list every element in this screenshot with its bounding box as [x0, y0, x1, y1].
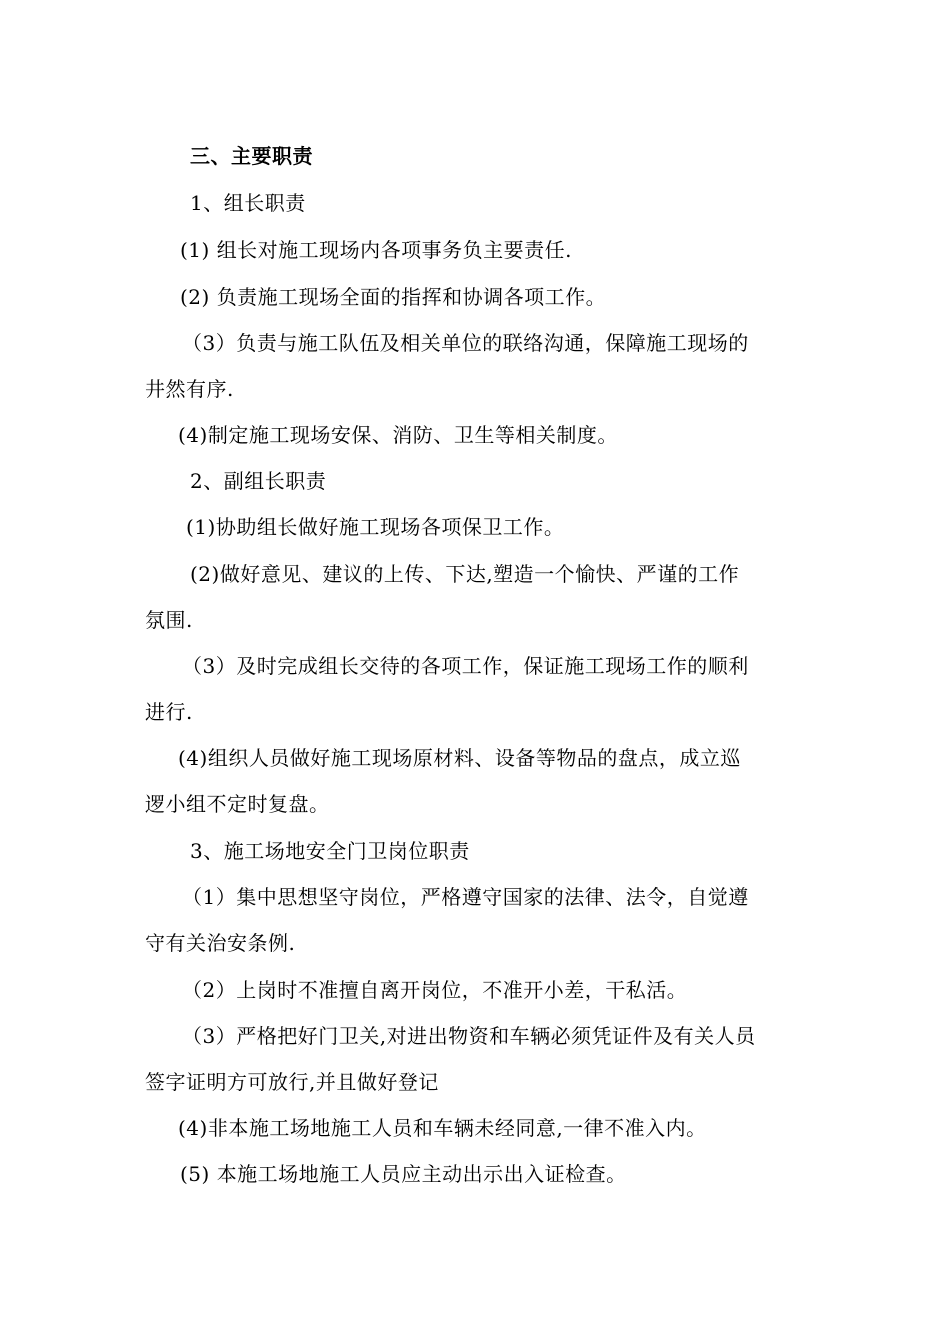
paragraph-line: (1)协助组长做好施工现场各项保卫工作。	[186, 515, 565, 539]
paragraph-line: (2) 负责施工现场全面的指挥和协调各项工作。	[180, 285, 607, 309]
paragraph-line: (1) 组长对施工现场内各项事务负主要责任.	[180, 238, 573, 262]
section-title: 三、主要职责	[190, 144, 313, 168]
subsection-title-deputy: 2、副组长职责	[190, 469, 327, 493]
paragraph-line: （3）严格把好门卫关,对进出物资和车辆必须凭证件及有关人员	[182, 1024, 756, 1048]
paragraph-line: 进行.	[145, 700, 193, 724]
paragraph-line: 签字证明方可放行,并且做好登记	[145, 1070, 439, 1094]
paragraph-line: 氛围.	[145, 608, 193, 632]
paragraph-line: （1）集中思想坚守岗位，严格遵守国家的法律、法令，自觉遵	[182, 885, 749, 909]
paragraph-line: 井然有序.	[145, 377, 234, 401]
paragraph-line: （3）及时完成组长交待的各项工作，保证施工现场工作的顺利	[182, 654, 749, 678]
subsection-title-gatekeeper: 3、施工场地安全门卫岗位职责	[190, 839, 470, 863]
paragraph-line: (4)非本施工场地施工人员和车辆未经同意,一律不准入内。	[178, 1116, 707, 1140]
paragraph-line: （2）上岗时不准擅自离开岗位，不准开小差，干私活。	[182, 978, 688, 1002]
paragraph-line: (2)做好意见、建议的上传、下达,塑造一个愉快、严谨的工作	[190, 562, 740, 586]
paragraph-line: 守有关治安条例.	[145, 931, 296, 955]
paragraph-line: （3）负责与施工队伍及相关单位的联络沟通，保障施工现场的	[182, 331, 749, 355]
paragraph-line: (5) 本施工场地施工人员应主动出示出入证检查。	[180, 1162, 627, 1186]
paragraph-line: (4)组织人员做好施工现场原材料、设备等物品的盘点，成立巡	[178, 746, 741, 770]
paragraph-line: (4)制定施工现场安保、消防、卫生等相关制度。	[178, 423, 618, 447]
paragraph-line: 逻小组不定时复盘。	[145, 792, 330, 816]
subsection-title-leader: 1、组长职责	[190, 191, 306, 215]
